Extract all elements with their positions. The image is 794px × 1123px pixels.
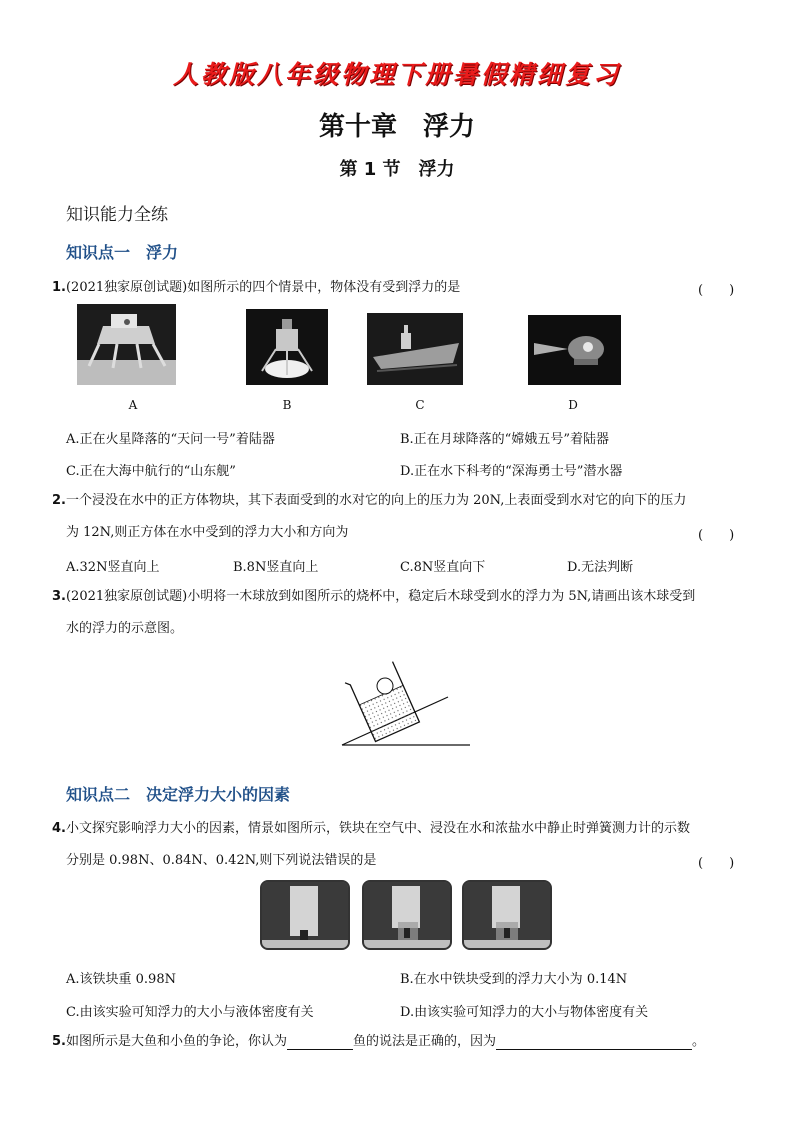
option-b: B.正在月球降落的“嫦娥五号”着陆器 [400,432,609,447]
question-text: (2021独家原创试题)如图所示的四个情景中，物体没有受到浮力的是 [65,280,461,295]
answer-bracket: ( ) [698,283,735,298]
image-moon-lander [246,309,328,385]
question-text-part-2: 鱼的说法是正确的，因为 [353,1034,497,1049]
answer-blank-1[interactable] [287,1035,353,1050]
photo-iron-in-salt-water [462,880,552,950]
chapter-title: 第十章 浮力 [318,112,475,142]
knowledge-point-2-heading: 知识点二 决定浮力大小的因素 [66,785,291,804]
image-aircraft-carrier [367,313,463,385]
option-b: B.在水中铁块受到的浮力大小为 0.14N [400,972,628,987]
option-d: D.由该实验可知浮力的大小与物体密度有关 [400,1005,649,1020]
option-c: C.由该实验可知浮力的大小与液体密度有关 [66,1005,314,1020]
image-submersible [528,315,621,385]
image-label-b: B [282,398,292,412]
option-d: D.正在水下科考的“深海勇士号”潜水器 [400,464,623,479]
option-a: A.32N竖直向上 [66,560,160,575]
photo-iron-in-water [362,880,452,950]
image-label-a: A [128,398,138,412]
question-number: 2. [52,493,66,508]
answer-blank-2[interactable] [496,1035,692,1050]
question-text: 小文探究影响浮力大小的因素，情景如图所示，铁块在空气中、浸没在水和浓盐水中静止时弹簧测力计的示数 [65,821,690,836]
image-label-c: C [415,398,425,412]
option-d: D.无法判断 [567,560,634,575]
question-4-line-2: 分别是 0.98N、0.84N、0.42N,则下列说法错误的是 [66,853,377,868]
answer-bracket: ( ) [698,856,735,871]
question-5 [52,1033,705,1050]
question-4-line-1 [52,820,690,837]
question-number: 4. [52,821,66,836]
question-2-line-1 [52,492,686,509]
question-text: 一个浸没在水中的正方体物块，其下表面受到的水对它的向上的压力为 20N,上表面受到水对它的向下的压力 [65,493,687,508]
section-title: 第 1 节 浮力 [339,159,455,180]
option-c: C.8N竖直向下 [400,560,486,575]
option-a: A.该铁块重 0.98N [66,972,176,987]
question-number: 5. [52,1034,66,1049]
question-text-part-3: 。 [692,1034,706,1049]
part-title: 知识能力全练 [66,205,168,225]
question-text-part-1: 如图所示是大鱼和小鱼的争论，你认为 [65,1034,287,1049]
option-b: B.8N竖直向上 [233,560,319,575]
page-banner: 人教版八年级物理下册暑假精细复习 [172,60,621,89]
photo-iron-in-air [260,880,350,950]
option-c: C.正在大海中航行的“山东舰” [66,464,236,479]
question-1 [52,279,460,296]
knowledge-point-1-heading: 知识点一 浮力 [66,243,179,262]
answer-bracket: ( ) [698,528,735,543]
question-3-line-2: 水的浮力的示意图。 [66,621,184,636]
option-a: A.正在火星降落的“天问一号”着陆器 [66,432,275,447]
beaker-incline-diagram [330,655,480,750]
question-3-line-1 [52,588,695,605]
question-2-line-2: 为 12N,则正方体在水中受到的浮力大小和方向为 [66,525,349,540]
question-text: (2021独家原创试题)小明将一木球放到如图所示的烧杯中，稳定后木球受到水的浮力为 5N,请画出该木球受到 [65,589,696,604]
question-number: 1. [52,280,66,295]
question-number: 3. [52,589,66,604]
image-mars-lander [77,304,176,385]
image-label-d: D [568,398,578,412]
